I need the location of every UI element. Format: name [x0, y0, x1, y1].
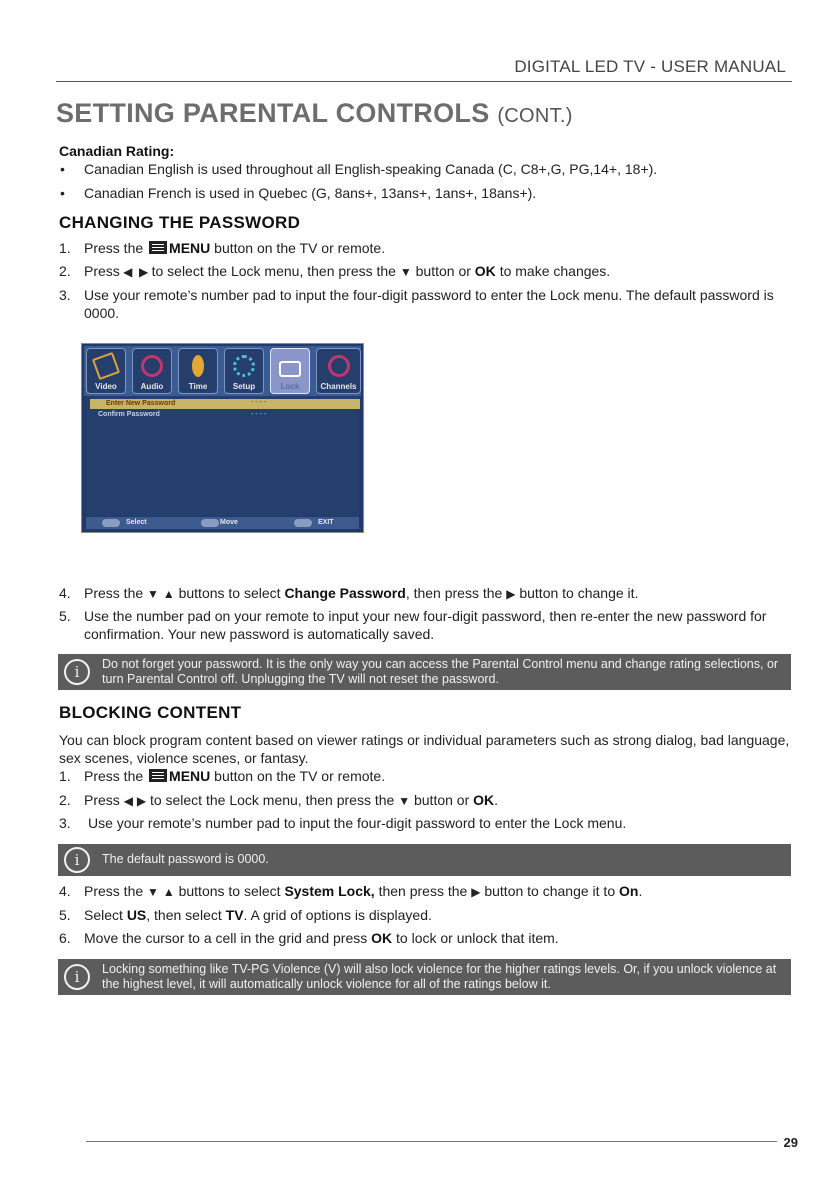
step-text: .	[638, 883, 643, 899]
select-key-icon	[102, 519, 120, 527]
step-text: Press the	[84, 240, 144, 256]
canadian-french-bullet: Canadian French is used in Quebec (G, 8ans+, 13ans+, 1ans+, 18ans+).	[84, 185, 537, 201]
us-label: US	[126, 907, 147, 923]
up-arrow-icon: ▲	[162, 885, 175, 899]
page-number: 29	[783, 1135, 798, 1150]
down-arrow-icon: ▼	[398, 794, 411, 808]
step-text: Press the	[84, 883, 144, 899]
step-text: button to change it.	[519, 585, 639, 601]
bullet-marker: •	[60, 161, 65, 177]
headphones-icon	[141, 355, 163, 377]
violence-lock-note	[58, 959, 791, 995]
step-text: button to change it to	[484, 883, 616, 899]
changing-password-heading: CHANGING THE PASSWORD	[59, 213, 301, 232]
step-number: 2.	[59, 263, 71, 279]
step-text: to make changes.	[499, 263, 611, 279]
blocking-step-5	[84, 906, 432, 924]
blocking-step-2	[84, 791, 498, 810]
step-text: button on the TV or remote.	[214, 768, 386, 784]
menu-icon	[149, 769, 167, 782]
clock-icon	[192, 355, 204, 377]
left-arrow-icon: ◀	[123, 794, 133, 808]
step-text: then press the	[378, 883, 468, 899]
menu-label: MENU	[169, 240, 211, 256]
password-step-3: Use your remote’s number pad to input the four-digit password to enter the Lock menu. The default password is 0000.	[84, 287, 774, 321]
step-number: 4.	[59, 585, 71, 601]
blocking-content-heading: BLOCKING CONTENT	[59, 703, 242, 722]
step-text: . A grid of options is displayed.	[243, 907, 432, 923]
down-arrow-icon: ▼	[147, 885, 159, 899]
blocking-intro: You can block program content based on viewer ratings or individual parameters such as strong dialog, bad language, sex scenes, violence scenes, or fantasy.	[59, 732, 790, 766]
password-step-1	[84, 239, 385, 257]
menu-footer-bar	[86, 517, 359, 529]
canadian-rating-heading: Canadian Rating:	[59, 143, 175, 159]
ok-label: OK	[474, 263, 496, 279]
tab-setup	[224, 348, 264, 394]
default-password-note	[58, 844, 791, 876]
exit-hint: EXIT	[318, 519, 334, 526]
step-text: button or	[415, 263, 471, 279]
footer-divider	[86, 1141, 777, 1142]
move-key-icon	[201, 519, 219, 527]
ok-label: OK	[473, 792, 495, 808]
ok-label: OK	[371, 930, 393, 946]
note-text: The default password is 0000.	[102, 852, 269, 866]
step-text: Press	[84, 792, 120, 808]
tab-label: Time	[188, 382, 208, 391]
step-number: 6.	[59, 930, 71, 946]
step-text: Press	[84, 263, 120, 279]
step-text: , then press the	[405, 585, 503, 601]
step-number: 5.	[59, 608, 71, 624]
info-icon: i	[64, 964, 90, 990]
step-text: Press the	[84, 768, 144, 784]
password-placeholder: - - - -	[251, 411, 267, 418]
tv-label: TV	[225, 907, 244, 923]
step-text: .	[494, 792, 499, 808]
menu-label: MENU	[169, 768, 211, 784]
step-number: 3.	[59, 815, 71, 831]
note-text: Do not forget your password. It is the only way you can access the Parental Control menu and change rating selections, or turn Parental Control off. Unplugging the TV will not reset the password.	[102, 657, 779, 686]
tab-label: Setup	[232, 382, 256, 391]
step-text: button or	[413, 792, 470, 808]
tab-label: Lock	[280, 382, 300, 391]
change-password-label: Change Password	[284, 585, 406, 601]
info-icon: i	[64, 847, 90, 873]
tab-lock	[270, 348, 310, 394]
menu-tab-bar	[84, 346, 361, 396]
password-step-2	[84, 262, 610, 281]
enter-new-password-row: Enter New Password	[90, 399, 360, 409]
info-icon: i	[64, 659, 90, 685]
blocking-step-6	[84, 929, 559, 947]
move-hint: Move	[220, 519, 238, 526]
bullet-marker: •	[60, 185, 65, 201]
system-lock-label: System Lock,	[284, 883, 375, 899]
tab-label: Audio	[140, 382, 164, 391]
video-icon	[92, 352, 120, 380]
page-title-suffix: (CONT.)	[497, 105, 573, 127]
right-arrow-icon: ▶	[471, 885, 481, 899]
lock-menu-body	[86, 396, 359, 516]
right-arrow-icon: ▶	[136, 794, 147, 808]
gear-icon	[233, 355, 255, 377]
step-number: 2.	[59, 792, 71, 808]
step-number: 1.	[59, 240, 71, 256]
tab-label: Video	[95, 382, 117, 391]
on-label: On	[619, 883, 639, 899]
down-arrow-icon: ▼	[399, 265, 412, 279]
lock-menu-screenshot	[81, 343, 364, 533]
password-step-4	[84, 584, 638, 603]
step-text: Press the	[84, 585, 144, 601]
step-number: 3.	[59, 287, 71, 303]
down-arrow-icon: ▼	[147, 587, 159, 601]
tab-audio	[132, 348, 172, 394]
step-text: buttons to select	[178, 883, 281, 899]
tab-label: Channels	[320, 382, 357, 391]
page-title	[56, 98, 573, 129]
step-text: to select the Lock menu, then press the	[151, 263, 396, 279]
manual-header: DIGITAL LED TV - USER MANUAL	[514, 57, 786, 76]
blocking-step-4	[84, 882, 642, 901]
up-arrow-icon: ▲	[162, 587, 175, 601]
note-text: Locking something like TV-PG Violence (V) will also lock violence for the higher ratings levels. Or, if you unlock violence at the highest level, it will automatically unlock violence for all of the ratings below it.	[102, 962, 777, 991]
step-text: to lock or unlock that item.	[396, 930, 559, 946]
step-text: to select the Lock menu, then press the	[149, 792, 395, 808]
step-number: 1.	[59, 768, 71, 784]
blocking-step-3: Use your remote’s number pad to input the four-digit password to enter the Lock menu.	[88, 815, 627, 831]
step-number: 5.	[59, 907, 71, 923]
search-icon	[328, 355, 350, 377]
password-placeholder: - - - -	[251, 399, 267, 406]
tab-video	[86, 348, 126, 394]
password-step-5: Use the number pad on your remote to input your new four-digit password, then re-enter the new password for confirmation. Your new password is automatically saved.	[84, 608, 767, 642]
menu-key-icon	[294, 519, 312, 527]
header-divider	[56, 81, 792, 82]
blocking-step-1	[84, 767, 385, 785]
right-arrow-icon: ▶	[139, 265, 152, 279]
step-text: Move the cursor to a cell in the grid and press	[84, 930, 368, 946]
step-text: Select	[84, 907, 123, 923]
password-warning-note	[58, 654, 791, 690]
left-arrow-icon: ◀	[119, 265, 140, 279]
lock-icon	[279, 361, 301, 377]
page-title-main: SETTING PARENTAL CONTROLS	[56, 98, 490, 128]
right-arrow-icon: ▶	[506, 587, 516, 601]
step-number: 4.	[59, 883, 71, 899]
step-text: , then select	[146, 907, 222, 923]
tab-channels	[316, 348, 361, 394]
canadian-english-bullet: Canadian English is used throughout all English-speaking Canada (C, C8+,G, PG,14+, 18+).	[84, 161, 658, 177]
confirm-password-row: Confirm Password	[98, 411, 160, 418]
tab-time	[178, 348, 218, 394]
menu-icon	[149, 241, 167, 254]
step-text: button on the TV or remote.	[214, 240, 386, 256]
select-hint: Select	[126, 519, 147, 526]
step-text: buttons to select	[178, 585, 281, 601]
